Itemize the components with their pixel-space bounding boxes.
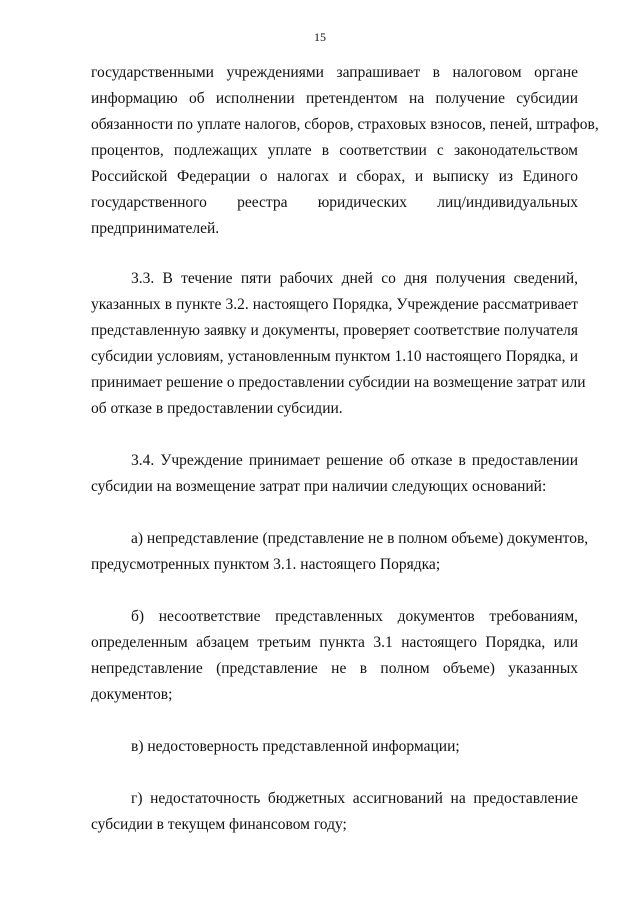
text-line: Российской Федерации о налогах и сборах, и выписку из Единого [91, 168, 578, 185]
text-line: документов; [91, 686, 173, 703]
paragraph-3-4-first-line: 3.4. Учреждение принимает решение об отказе в предоставлении [131, 452, 578, 469]
text-line: процентов, подлежащих уплате в соответствии с законодательством [91, 142, 578, 159]
text-line: об отказе в предоставлении субсидии. [91, 400, 343, 417]
text-line: указанных в пункте 3.2. настоящего Порядка, Учреждение рассматривает [91, 296, 578, 313]
text-line: обязанности по уплате налогов, сборов, страховых взносов, пеней, штрафов, [91, 116, 599, 133]
page-number: 15 [314, 30, 326, 44]
text-line: предпринимателей. [91, 220, 220, 237]
item-v-line: в) недостоверность представленной информации; [131, 738, 460, 755]
item-b-first-line: б) несоответствие представленных документов требованиям, [131, 608, 578, 625]
item-a-first-line: а) непредставление (представление не в полном объеме) документов, [131, 530, 589, 547]
text-line: непредставление (представление не в полном объеме) указанных [91, 660, 578, 677]
text-line: субсидии на возмещение затрат при наличии следующих оснований: [91, 478, 547, 495]
item-g-first-line: г) недостаточность бюджетных ассигнований на предоставление [131, 790, 578, 807]
text-line: предусмотренных пунктом 3.1. настоящего Порядка; [91, 556, 441, 573]
paragraph-3-3-first-line: 3.3. В течение пяти рабочих дней со дня получения сведений, [131, 270, 578, 287]
text-line: государственными учреждениями запрашивает в налоговом органе [91, 64, 578, 81]
text-line: представленную заявку и документы, проверяет соответствие получателя [91, 322, 578, 339]
text-line: принимает решение о предоставлении субсидии на возмещение затрат или [91, 374, 586, 391]
text-line: информацию об исполнении претендентом на получение субсидии [91, 90, 578, 107]
text-line: государственного реестра юридических лиц/индивидуальных [91, 194, 578, 211]
text-line: субсидии условиям, установленным пунктом 1.10 настоящего Порядка, и [91, 348, 578, 365]
text-line: субсидии в текущем финансовом году; [91, 816, 347, 833]
text-line: определенным абзацем третьим пункта 3.1 настоящего Порядка, или [91, 634, 578, 651]
